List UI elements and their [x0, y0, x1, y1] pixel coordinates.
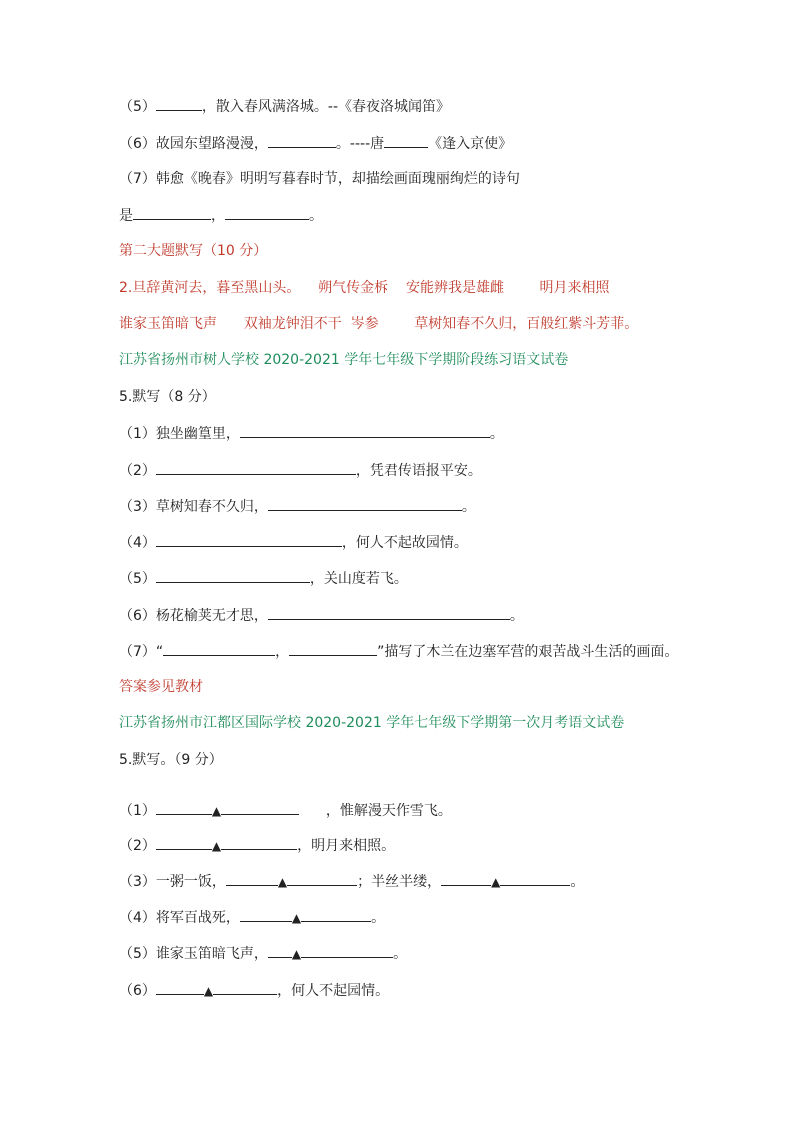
question-5a-item-7	[119, 641, 678, 662]
blank	[213, 980, 277, 995]
blank	[156, 980, 204, 995]
blank	[221, 835, 297, 850]
question-5-line	[119, 96, 450, 117]
blank	[301, 907, 371, 922]
item-text: （5）谁家玉笛暗飞声，	[119, 946, 268, 962]
blank	[268, 133, 336, 148]
blank	[221, 800, 299, 815]
section-2-answers-2: 谁家玉笛暗飞声 双袖龙钟泪不干 岑参 草树知春不久归，百般红紫斗芳菲。	[119, 316, 639, 332]
blank	[384, 133, 428, 148]
line-text: （7）韩愈《晚春》明明写暮春时节，却描绘画面瑰丽绚烂的诗句	[119, 171, 520, 187]
blank	[301, 943, 393, 958]
item-text: （5）	[119, 571, 156, 587]
question-5b-item	[119, 835, 395, 856]
question-5b-item	[119, 907, 385, 928]
item-text: ”描写了木兰在边塞军营的艰苦战斗生活的画面。	[377, 644, 679, 660]
line-text: 是	[119, 208, 133, 224]
blank	[156, 568, 310, 583]
item-text: 。	[393, 946, 408, 962]
question-5a-item	[119, 605, 524, 626]
blank	[289, 641, 377, 656]
triangle-icon: ▲	[203, 984, 214, 998]
triangle-icon: ▲	[291, 947, 302, 961]
question-5b-item	[119, 943, 407, 964]
section-2-title: 第二大题默写（10 分）	[119, 243, 268, 259]
item-text: （2）	[119, 463, 156, 479]
item-text: （4）	[119, 535, 156, 551]
item-text: （3）草树知春不久归，	[119, 499, 268, 515]
item-text: （4）将军百战死，	[119, 910, 240, 926]
item-text: 。	[371, 910, 386, 926]
answer-reference: 答案参见教材	[119, 679, 203, 695]
question-5b-item	[119, 800, 452, 821]
blank	[156, 532, 342, 547]
line-text: ，	[211, 208, 225, 224]
item-text: ；半丝半缕，	[357, 874, 442, 890]
item-text: （6）	[119, 983, 156, 999]
blank	[225, 205, 309, 220]
line-text: （6）故园东望路漫漫，	[119, 136, 268, 152]
question-5a-title: 5.默写（8 分）	[119, 389, 216, 405]
line-text: （5）	[119, 99, 156, 115]
blank	[268, 943, 292, 958]
item-text: （1）	[119, 803, 156, 819]
triangle-icon: ▲	[291, 911, 302, 925]
blank	[156, 96, 202, 111]
item-text: ，何人不起园情。	[277, 983, 390, 999]
item-text: （6）杨花榆荚无才思，	[119, 608, 268, 624]
question-7-line	[119, 169, 520, 189]
item-text: ，凭君传语报平安。	[355, 463, 482, 479]
blank	[163, 641, 275, 656]
question-5a-item	[119, 496, 476, 517]
question-7-answer-line	[119, 205, 323, 226]
blank	[287, 871, 357, 886]
item-text: （1）独坐幽篁里，	[119, 426, 240, 442]
question-5a-item	[119, 460, 482, 481]
question-5a-item	[119, 532, 468, 553]
item-text: （3）一粥一饭，	[119, 874, 226, 890]
item-text: 。	[570, 874, 585, 890]
blank	[240, 423, 490, 438]
item-text: （2）	[119, 838, 156, 854]
blank	[268, 496, 462, 511]
line-text: 。	[309, 208, 323, 224]
question-5b-title: 5.默写。（9 分）	[119, 752, 223, 768]
triangle-icon: ▲	[491, 875, 501, 889]
line-text: 。----唐	[335, 136, 385, 152]
blank	[441, 871, 491, 886]
blank	[156, 835, 212, 850]
question-5a-item	[119, 423, 504, 444]
line-text: 《逢入京使》	[428, 136, 513, 152]
question-5b-item	[119, 871, 584, 892]
item-text: （7）“	[119, 644, 164, 660]
blank	[226, 871, 278, 886]
school-title-2: 江苏省扬州市江都区国际学校 2020-2021 学年七年级下学期第一次月考语文试卷	[119, 715, 625, 731]
triangle-icon: ▲	[211, 804, 222, 818]
item-text: ，	[275, 644, 290, 660]
school-title-1: 江苏省扬州市树人学校 2020-2021 学年七年级下学期阶段练习语文试卷	[119, 352, 569, 368]
line-text: ，散入春风满洛城。--《春夜洛城闻笛》	[201, 99, 451, 115]
item-text: ，惟解漫天作雪飞。	[299, 803, 452, 819]
blank	[268, 605, 510, 620]
item-text: 。	[461, 499, 476, 515]
triangle-icon: ▲	[211, 839, 222, 853]
blank	[500, 871, 570, 886]
blank	[156, 800, 212, 815]
section-2-answers-1: 2.旦辞黄河去，暮至黑山头。 朔气传金柝 安能辨我是雄雌 明月来相照	[119, 280, 610, 296]
item-text: 。	[509, 608, 524, 624]
item-text: ，关山度若飞。	[309, 571, 408, 587]
item-text: 。	[489, 426, 504, 442]
blank	[156, 460, 356, 475]
item-text: ，明月来相照。	[297, 838, 396, 854]
blank	[133, 205, 211, 220]
question-5b-item	[119, 980, 389, 1001]
blank	[240, 907, 292, 922]
question-6-line	[119, 133, 512, 154]
question-5a-item	[119, 568, 408, 589]
item-text: ，何人不起故园情。	[341, 535, 468, 551]
triangle-icon: ▲	[277, 875, 288, 889]
